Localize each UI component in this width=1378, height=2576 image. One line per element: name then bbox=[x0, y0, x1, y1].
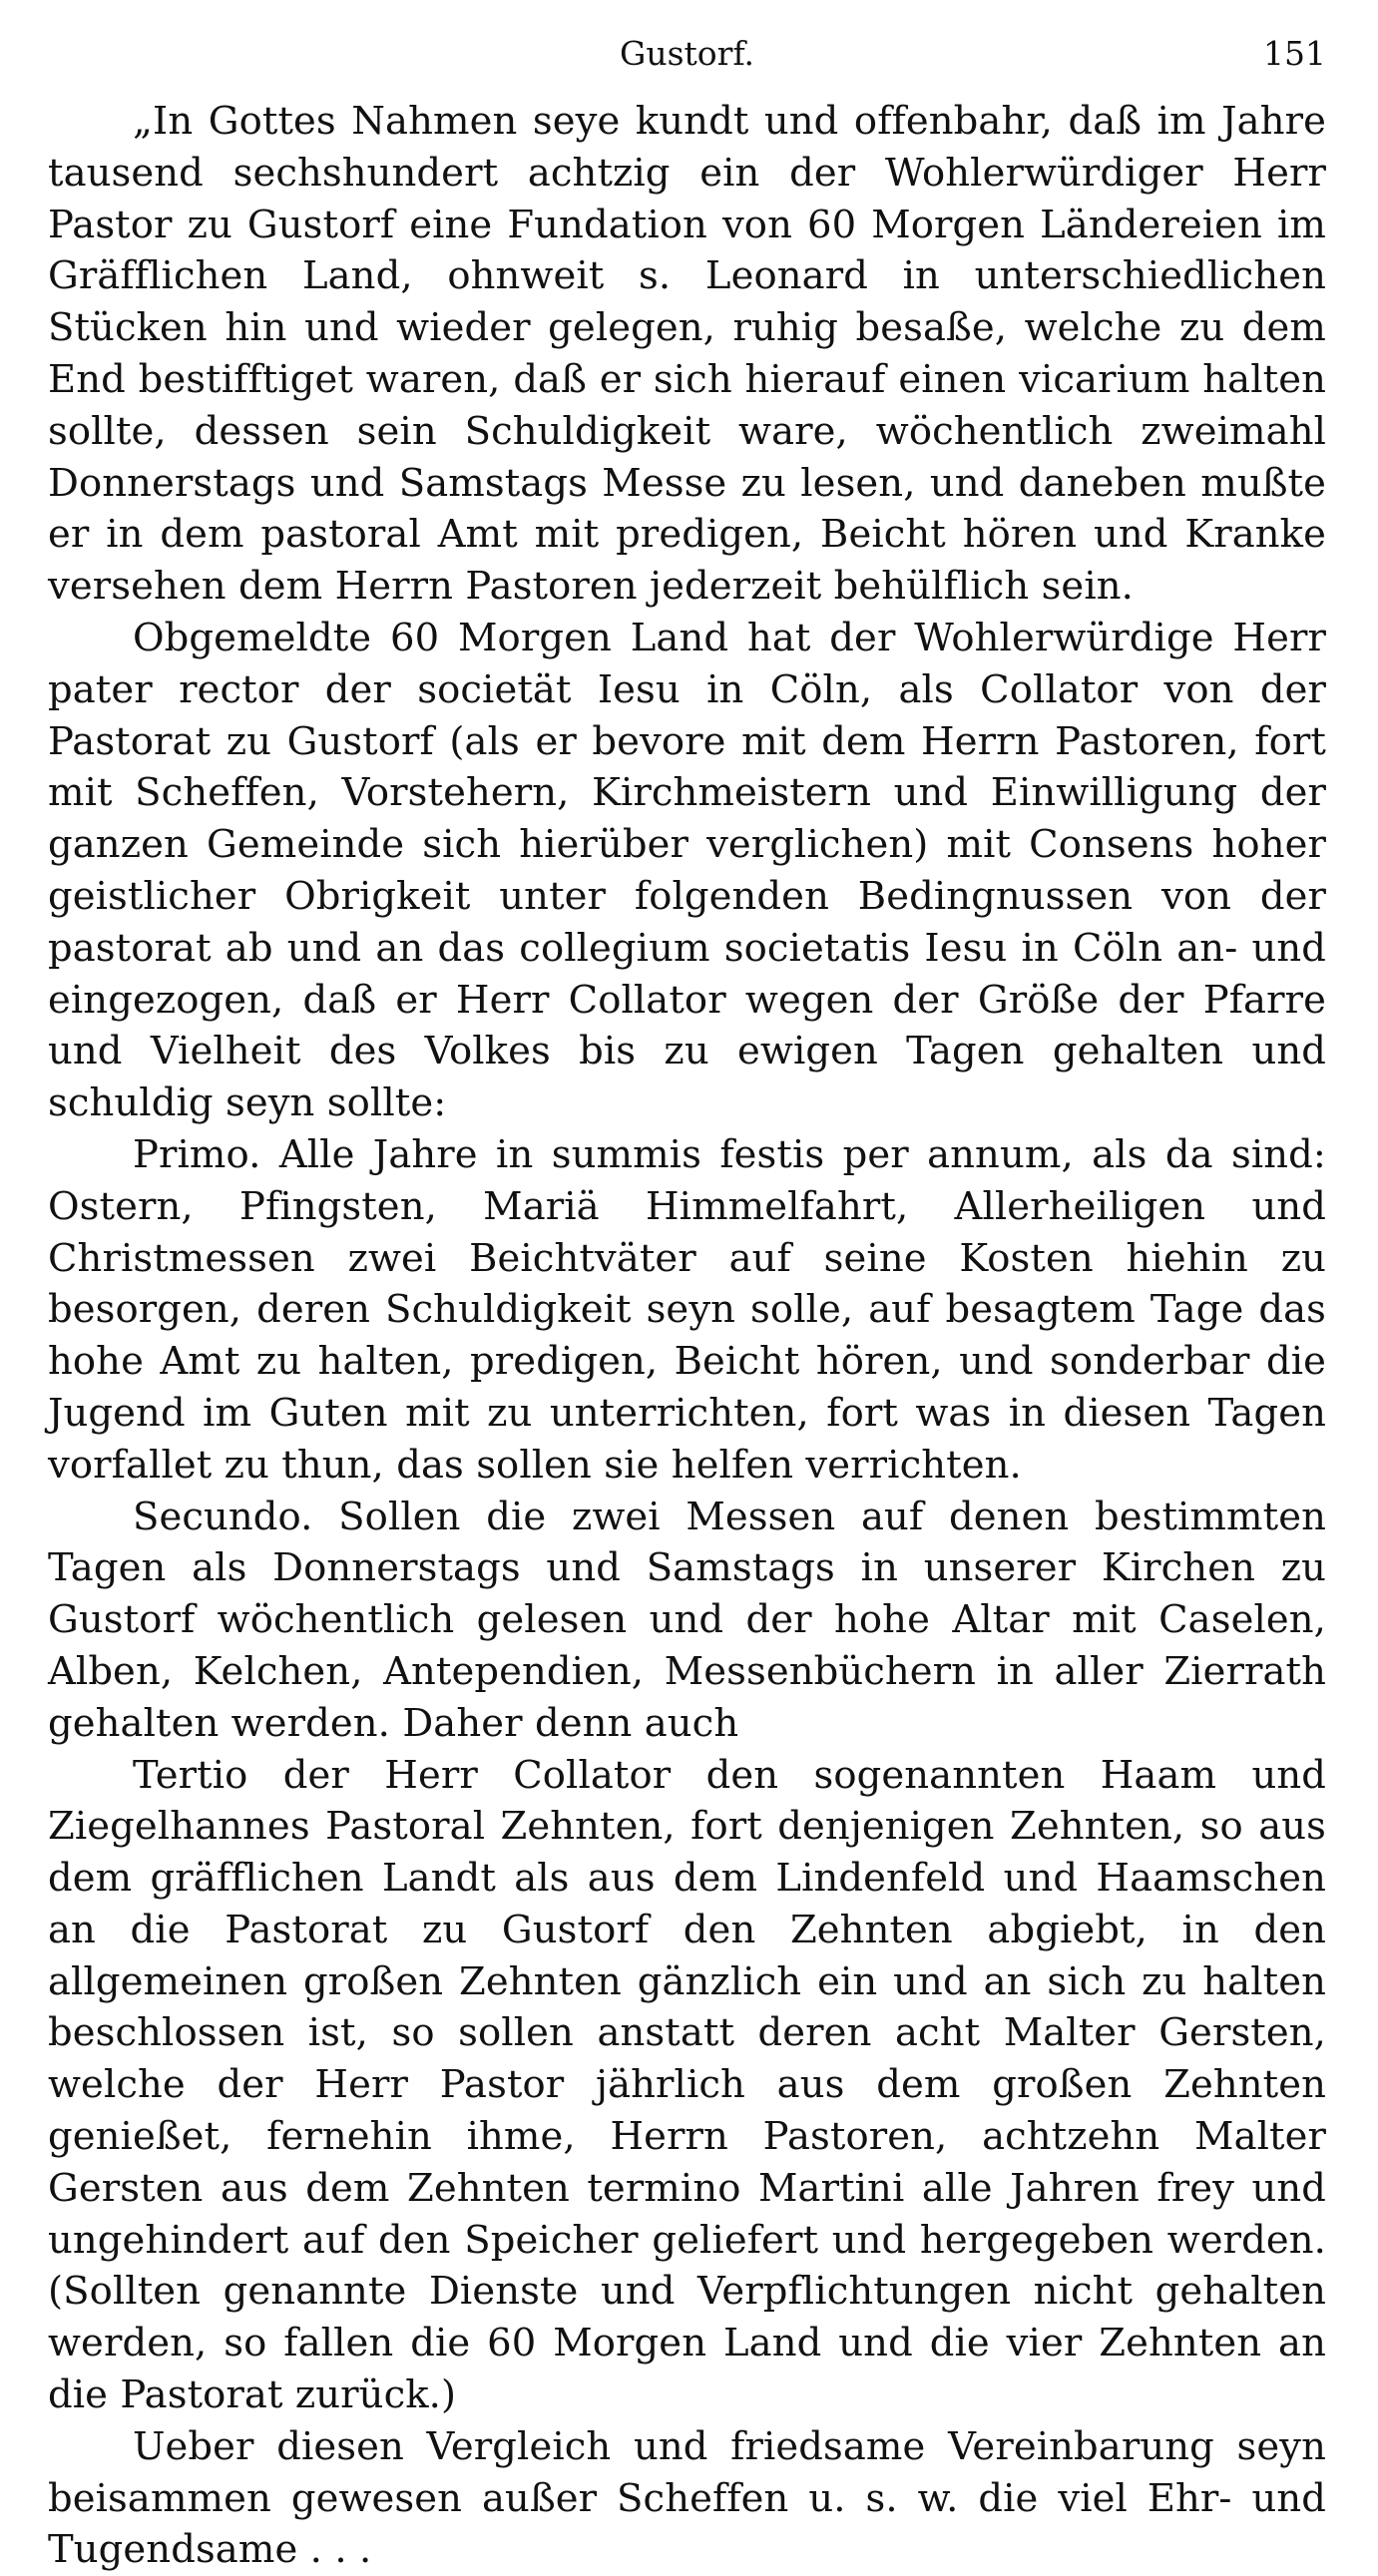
page-header bbox=[48, 34, 1326, 74]
paragraph-agreement: Obgemeldte 60 Morgen Land hat der Wohlerwürdige Herr pater rector der societät Iesu in Cöln, als Collator von der Pastorat zu Gustorf (als er bevore mit dem Herrn Pastoren, fort mit Scheffen, Vorstehern, Kirchmeistern und Einwilligung der ganzen Gemeinde sich hierüber verglichen) mit Consens hoher geistlicher Obrigkeit unter folgenden Bedingnussen von der pastorat ab und an das collegium societatis Iesu in Cöln an- und eingezogen, daß er Herr Collator wegen der Größe der Pfarre und Vielheit des Volkes bis zu ewigen Tagen gehalten und schuldig seyn sollte: bbox=[48, 615, 1326, 1126]
paragraph-tertio: Tertio der Herr Collator den sogenannten Haam und Ziegelhannes Pastoral Zehnten, fort denjenigen Zehnten, so aus dem gräfflichen Landt als aus dem Lindenfeld und Haamschen an die Pastorat zu Gustorf den Zehnten abgiebt, in den allgemeinen großen Zehnten gänzlich ein und an sich zu halten beschlossen ist, so sollen anstatt deren acht Malter Gersten, welche der Herr Pastor jährlich aus dem großen Zehnten genießet, fernehin ihme, Herrn Pastoren, achtzehn Malter Gersten aus dem Zehnten termino Martini alle Jahren frey und ungehindert auf den Speicher geliefert und hergegeben werden. (Sollten genannte Dienste und Verpflichtungen nicht gehalten werden, so fallen die 60 Morgen Land und die vier Zehnten an die Pastorat zurück.) bbox=[48, 1752, 1326, 2418]
paragraph-primo: Primo. Alle Jahre in summis festis per annum, als da sind: Ostern, Pfingsten, Mariä Himmelfahrt, Allerheiligen und Christmessen zwei Beichtväter auf seine Kosten hiehin zu besorgen, deren Schuldigkeit seyn solle, auf besagtem Tage das hohe Amt zu halten, predigen, Beicht hören, und sonderbar die Jugend im Guten mit zu unterrichten, fort was in diesen Tagen vorfallet zu thun, das sollen sie helfen verrichten. bbox=[48, 1131, 1326, 1488]
body-text bbox=[48, 96, 1326, 2576]
paragraph-founding: „In Gottes Nahmen seye kundt und offenbahr, daß im Jahre tausend sechshundert achtzig ein der Wohlerwürdiger Herr Pastor zu Gustorf eine Fundation von 60 Morgen Ländereien im Gräfflichen Land, ohnweit s. Leonard in unterschiedlichen Stücken hin und wieder gelegen, ruhig besaße, welche zu dem End bestifftiget waren, daß er sich hierauf einen vicarium halten sollte, dessen sein Schuldigkeit ware, wöchentlich zweimahl Donnerstags und Samstags Messe zu lesen, und daneben mußte er in dem pastoral Amt mit predigen, Beicht hören und Kranke versehen dem Herrn Pastoren jederzeit behülflich sein. bbox=[48, 99, 1326, 610]
paragraph-witnesses: Ueber diesen Vergleich und friedsame Vereinbarung seyn beisammen gewesen außer Scheffen u. s. w. die viel Ehr- und Tugendsame . . . bbox=[48, 2423, 1326, 2573]
paragraph-secundo: Secundo. Sollen die zwei Messen auf denen bestimmten Tagen als Donnerstags und Samstags in unserer Kirchen zu Gustorf wöchentlich gelesen und der hohe Altar mit Caselen, Alben, Kelchen, Antependien, Messenbüchern in aller Zierrath gehalten werden. Daher denn auch bbox=[48, 1494, 1326, 1746]
running-head: Gustorf. bbox=[620, 34, 754, 73]
page-number: 151 bbox=[1263, 34, 1326, 73]
